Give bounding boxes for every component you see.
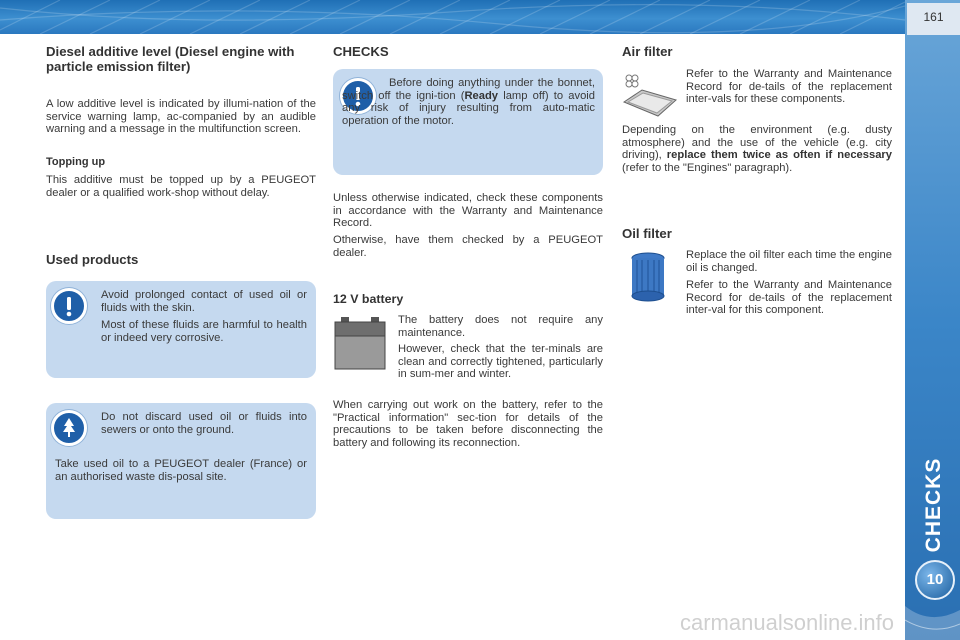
diesel-additive-text: A low additive level is indicated by illumi-nation of the service warning lamp, ac-companied by an audible warning and a message in the multifunction screen. xyxy=(46,98,316,136)
chapter-title-text: CHECKS xyxy=(921,457,945,553)
oil-filter-heading: Oil filter xyxy=(622,226,672,241)
air-filter-environment-text xyxy=(622,124,892,174)
environment-note-box xyxy=(46,403,316,519)
ignition-warning-text-end: lamp off) to avoid any risk of injury resulting from auto-matic operation of the motor. xyxy=(342,89,595,127)
sidebar-wave-decoration xyxy=(905,596,960,640)
environment-tree-icon xyxy=(51,410,87,446)
unless-otherwise-text: Unless otherwise indicated, check these components in accordance with the Warranty and Maintenance Record. xyxy=(333,192,603,230)
air-filter-environment-end: (refer to the "Engines" paragraph). xyxy=(622,161,793,174)
battery-work-text: When carrying out work on the battery, refer to the "Practical information" sec-tion for details of the precautions to be taken before disconnecting the battery and following its reconnection. xyxy=(333,399,603,449)
otherwise-checked-text: Otherwise, have them checked by a PEUGEOT dealer. xyxy=(333,234,603,259)
oil-filter-icon xyxy=(628,252,668,302)
oil-filter-record-text: Refer to the Warranty and Maintenance Record for de-tails of the replacement inter-val for this component. xyxy=(686,279,892,317)
take-used-oil-text: Take used oil to a PEUGEOT dealer (France) or an authorised waste dis-posal site. xyxy=(55,458,307,483)
oil-filter-replace-text: Replace the oil filter each time the engine oil is changed. xyxy=(686,249,892,274)
battery-heading: 12 V battery xyxy=(333,292,404,306)
warning-exclamation-icon xyxy=(51,288,87,324)
skin-contact-warning-box xyxy=(46,281,316,378)
ignition-warning-box xyxy=(333,69,603,175)
topping-up-text: This additive must be topped up by a PEUGEOT dealer or a qualified work-shop without delay. xyxy=(46,174,316,199)
battery-terminals-text: However, check that the ter-minals are clean and correctly tightened, particularly in sum-mer and winter. xyxy=(398,343,603,381)
header-wave-pattern xyxy=(0,0,905,34)
chapter-title xyxy=(906,455,960,555)
used-products-heading: Used products xyxy=(46,252,139,267)
no-discard-text: Do not discard used oil or fluids into sewers or onto the ground. xyxy=(101,411,307,436)
topping-up-heading: Topping up xyxy=(46,156,106,168)
replace-twice-emphasis: replace them twice as often if necessary xyxy=(666,149,893,162)
battery-icon xyxy=(333,313,389,373)
page-number: 161 xyxy=(923,10,944,24)
ignition-warning-text-start: Before doing anything under the bonnet, switch off the igni-tion ( xyxy=(342,77,595,102)
air-filter-icon xyxy=(622,72,678,120)
battery-maintenance-text: The battery does not require any maintenance. xyxy=(398,314,603,339)
ready-lamp-label: Ready xyxy=(464,89,499,102)
air-filter-intervals-text: Refer to the Warranty and Maintenance Record for de-tails of the replacement inter-vals for these components. xyxy=(686,68,892,106)
ignition-warning-text xyxy=(342,77,595,127)
skin-contact-text: Avoid prolonged contact of used oil or fluids with the skin. xyxy=(101,289,307,314)
watermark: carmanualsonline.info xyxy=(680,610,895,635)
header-band xyxy=(0,0,905,34)
harmful-fluids-text: Most of these fluids are harmful to health or indeed very corrosive. xyxy=(101,319,307,344)
checks-heading: CHECKS xyxy=(333,44,389,59)
air-filter-heading: Air filter xyxy=(622,44,673,59)
chapter-number-badge: 10 xyxy=(915,560,955,600)
diesel-additive-heading: Diesel additive level (Diesel engine with particle emission filter) xyxy=(46,44,295,74)
air-filter-environment-start: Depending on the environment (e.g. dusty atmosphere) and the use of the vehicle (e.g. city driving), xyxy=(622,124,892,162)
